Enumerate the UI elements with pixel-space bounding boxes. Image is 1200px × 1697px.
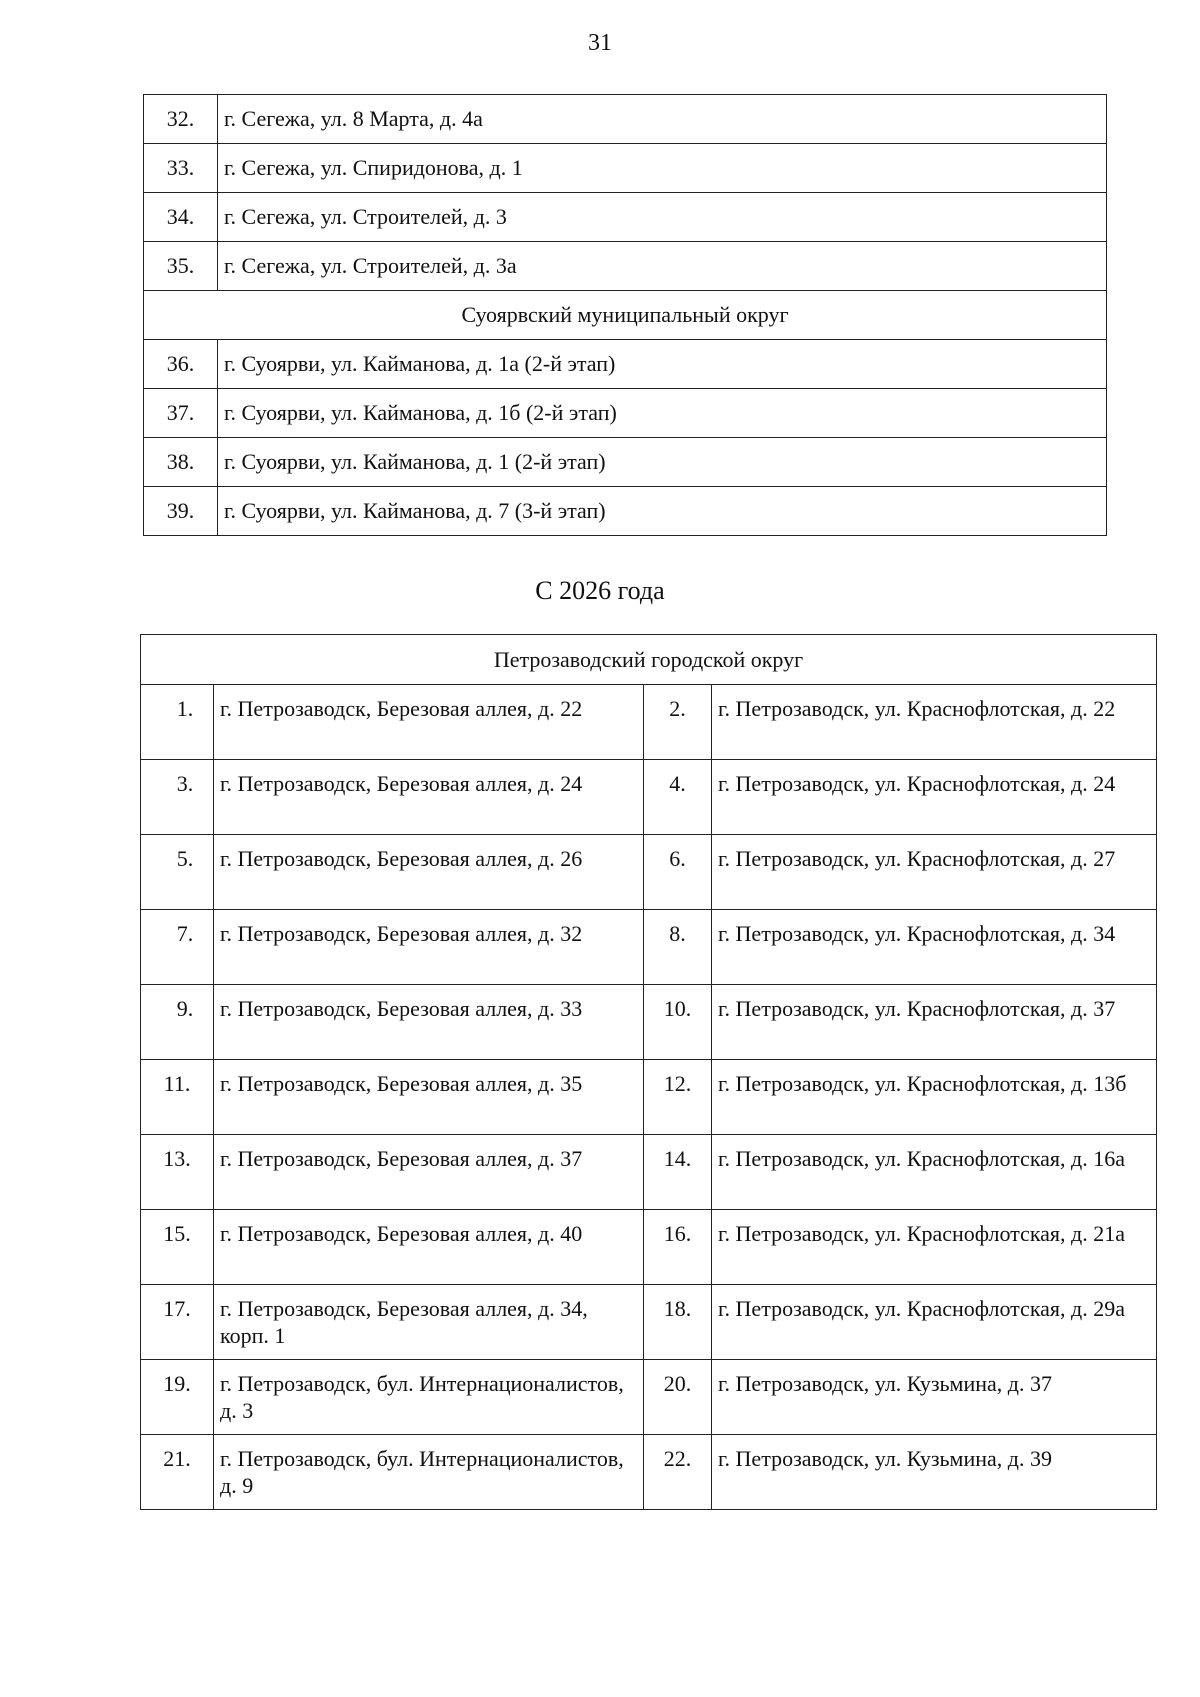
row-number: 6. (644, 835, 712, 910)
row-address: г. Петрозаводск, ул. Краснофлотская, д. 22 (712, 685, 1157, 760)
row-address: г. Суоярви, ул. Кайманова, д. 7 (3-й этап) (218, 487, 1107, 536)
row-address: г. Петрозаводск, ул. Краснофлотская, д. 27 (712, 835, 1157, 910)
row-number: 37. (144, 389, 218, 438)
row-number: 18. (644, 1285, 712, 1360)
row-address: г. Суоярви, ул. Кайманова, д. 1б (2-й этап) (218, 389, 1107, 438)
section-title: С 2026 года (535, 576, 665, 605)
row-number: 13. (141, 1135, 214, 1210)
row-address: г. Сегежа, ул. Строителей, д. 3 (218, 193, 1107, 242)
table-row (144, 487, 1107, 536)
row-address: г. Петрозаводск, ул. Краснофлотская, д. 13б (712, 1060, 1157, 1135)
row-address: г. Петрозаводск, ул. Краснофлотская, д. 21а (712, 1210, 1157, 1285)
row-number: 34. (144, 193, 218, 242)
table-row (144, 389, 1107, 438)
row-address: г. Петрозаводск, Березовая аллея, д. 34, корп. 1 (214, 1285, 644, 1360)
table-row (141, 910, 1157, 985)
row-number: 1. (141, 685, 214, 760)
row-number: 11. (141, 1060, 214, 1135)
row-number: 7. (141, 910, 214, 985)
table-row (144, 438, 1107, 487)
table-row (141, 685, 1157, 760)
row-address: г. Петрозаводск, бул. Интернационалистов, д. 9 (214, 1435, 644, 1510)
row-number: 20. (644, 1360, 712, 1435)
group-row (144, 291, 1107, 340)
addresses-table-top (143, 94, 1107, 536)
row-number: 32. (144, 95, 218, 144)
table-row (141, 835, 1157, 910)
row-address: г. Сегежа, ул. Спиридонова, д. 1 (218, 144, 1107, 193)
table-row (144, 242, 1107, 291)
row-address: г. Суоярви, ул. Кайманова, д. 1а (2-й этап) (218, 340, 1107, 389)
row-address: г. Петрозаводск, Березовая аллея, д. 24 (214, 760, 644, 835)
row-address: г. Петрозаводск, Березовая аллея, д. 26 (214, 835, 644, 910)
row-number: 16. (644, 1210, 712, 1285)
row-number: 17. (141, 1285, 214, 1360)
table-row (141, 1210, 1157, 1285)
row-address: г. Петрозаводск, бул. Интернационалистов, д. 3 (214, 1360, 644, 1435)
row-address: г. Петрозаводск, Березовая аллея, д. 35 (214, 1060, 644, 1135)
group-heading: Петрозаводский городской округ (141, 635, 1157, 685)
row-number: 2. (644, 685, 712, 760)
table-row (141, 1135, 1157, 1210)
row-address: г. Петрозаводск, Березовая аллея, д. 22 (214, 685, 644, 760)
row-number: 4. (644, 760, 712, 835)
row-number: 38. (144, 438, 218, 487)
row-number: 9. (141, 985, 214, 1060)
group-row (141, 635, 1157, 685)
row-address: г. Петрозаводск, Березовая аллея, д. 33 (214, 985, 644, 1060)
table-row (141, 1435, 1157, 1510)
row-address: г. Петрозаводск, ул. Краснофлотская, д. 37 (712, 985, 1157, 1060)
table-row (144, 95, 1107, 144)
row-number: 14. (644, 1135, 712, 1210)
row-number: 10. (644, 985, 712, 1060)
table-row (144, 193, 1107, 242)
row-number: 22. (644, 1435, 712, 1510)
row-number: 36. (144, 340, 218, 389)
row-address: г. Петрозаводск, Березовая аллея, д. 40 (214, 1210, 644, 1285)
group-heading: Суоярвский муниципальный округ (144, 291, 1107, 340)
row-number: 12. (644, 1060, 712, 1135)
table-row (144, 144, 1107, 193)
addresses-table-2026 (140, 634, 1157, 1510)
row-number: 8. (644, 910, 712, 985)
row-address: г. Петрозаводск, ул. Краснофлотская, д. 29а (712, 1285, 1157, 1360)
row-number: 15. (141, 1210, 214, 1285)
row-number: 39. (144, 487, 218, 536)
row-address: г. Петрозаводск, ул. Краснофлотская, д. 34 (712, 910, 1157, 985)
row-number: 5. (141, 835, 214, 910)
row-address: г. Петрозаводск, ул. Кузьмина, д. 37 (712, 1360, 1157, 1435)
table-row (141, 1060, 1157, 1135)
row-address: г. Сегежа, ул. Строителей, д. 3а (218, 242, 1107, 291)
row-address: г. Сегежа, ул. 8 Марта, д. 4а (218, 95, 1107, 144)
row-number: 19. (141, 1360, 214, 1435)
row-address: г. Петрозаводск, ул. Кузьмина, д. 39 (712, 1435, 1157, 1510)
table-row (144, 340, 1107, 389)
table-row (141, 760, 1157, 835)
row-address: г. Петрозаводск, Березовая аллея, д. 32 (214, 910, 644, 985)
table-row (141, 985, 1157, 1060)
row-address: г. Петрозаводск, ул. Краснофлотская, д. 16а (712, 1135, 1157, 1210)
row-number: 35. (144, 242, 218, 291)
row-number: 3. (141, 760, 214, 835)
row-number: 21. (141, 1435, 214, 1510)
row-address: г. Суоярви, ул. Кайманова, д. 1 (2-й этап) (218, 438, 1107, 487)
row-address: г. Петрозаводск, ул. Краснофлотская, д. 24 (712, 760, 1157, 835)
page-number: 31 (588, 30, 612, 56)
row-number: 33. (144, 144, 218, 193)
table-row (141, 1285, 1157, 1360)
row-address: г. Петрозаводск, Березовая аллея, д. 37 (214, 1135, 644, 1210)
table-row (141, 1360, 1157, 1435)
